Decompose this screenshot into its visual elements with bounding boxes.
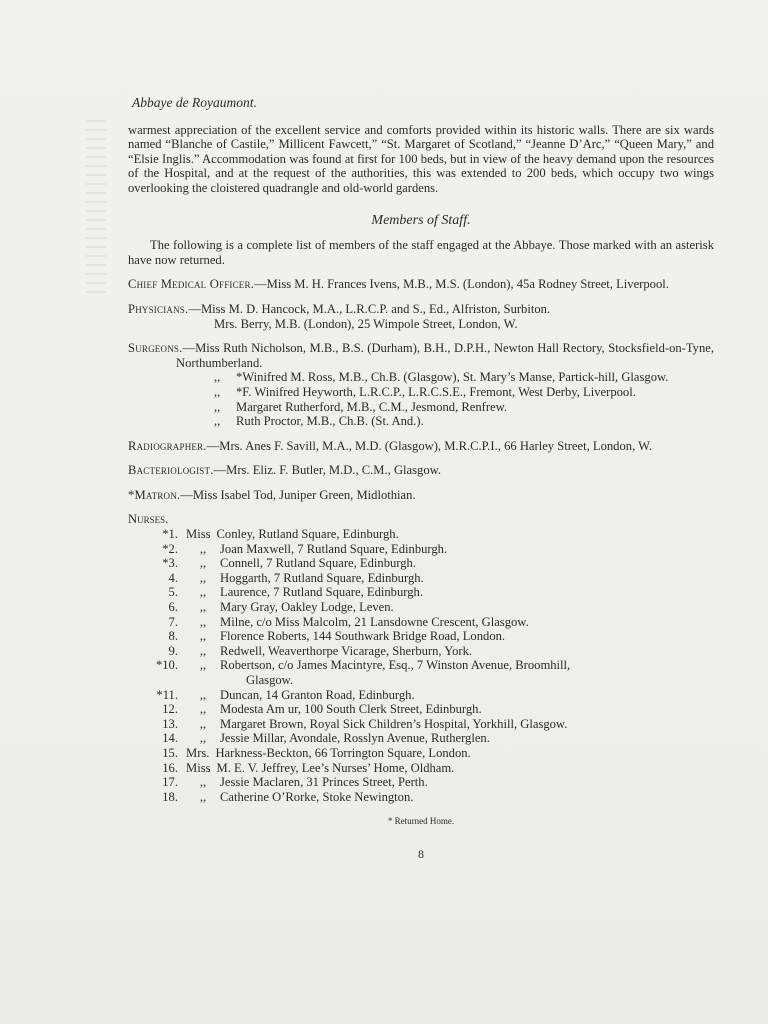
nurse-text (220, 556, 714, 571)
entry-text: —Miss Isabel Tod, Juniper Green, Midlothian. (180, 487, 416, 502)
nurse-text (220, 644, 714, 659)
nurse-address-continued: Glasgow. (246, 673, 294, 687)
nurse-text (220, 790, 714, 805)
nurse-number: 4. (168, 570, 178, 585)
nurse-text (220, 717, 714, 732)
nurse-number: *11. (156, 687, 178, 702)
entry-text: —Mrs. Anes F. Savill, M.A., M.D. (Glasgow), M.R.C.P.I., 66 Harley Street, London, W. (206, 438, 653, 453)
nurse-name-address: Modesta Am ur, 100 South Clerk Street, Edinburgh. (220, 702, 482, 717)
ditto-mark: ,, (199, 731, 207, 746)
nurse-list (128, 527, 714, 804)
nurse-number: 18. (162, 789, 178, 804)
nurse-title: Miss (186, 760, 211, 775)
nurse-text (220, 585, 714, 600)
nurses-heading: Nurses. (128, 512, 169, 527)
nurse-row (128, 688, 714, 703)
nurse-row (128, 658, 714, 687)
ditto-mark: ,, (199, 629, 207, 644)
ditto-mark: ,, (199, 541, 207, 556)
nurse-number: 9. (168, 643, 178, 658)
nurse-row (128, 790, 714, 805)
nurse-number: *3. (162, 556, 178, 571)
ditto-mark: ,, (199, 687, 207, 702)
nurse-name-address: Jessie Millar, Avondale, Rosslyn Avenue, Rutherglen. (220, 731, 490, 746)
nurse-text (220, 702, 714, 717)
entry-text: *F. Winifred Heyworth, L.R.C.P., L.R.C.S.E., Fremont, West Derby, Liverpool. (236, 384, 636, 399)
nurse-name-address: Harkness-Beckton, 66 Torrington Square, London. (215, 745, 471, 760)
nurse-row (128, 731, 714, 746)
running-head: Abbaye de Royaumont. (132, 95, 257, 110)
nurse-name-address: Laurence, 7 Rutland Square, Edinburgh. (220, 585, 423, 600)
nurse-row (128, 527, 714, 542)
nurse-number: *2. (162, 541, 178, 556)
role-label: Bacteriologist. (128, 463, 214, 478)
entry-text: —Mrs. Eliz. F. Butler, M.D., C.M., Glasgow. (213, 463, 442, 478)
nurse-text (220, 688, 714, 703)
nurse-number: 17. (162, 775, 178, 790)
nurse-text (220, 571, 714, 586)
nurse-number: 15. (162, 745, 178, 760)
ditto-mark: ,, (214, 399, 221, 414)
nurse-row (128, 600, 714, 615)
nurse-text (220, 600, 714, 615)
page-number: 8 (418, 846, 424, 861)
ditto-mark: ,, (199, 585, 207, 600)
nurse-text (217, 761, 715, 776)
nurse-number: 5. (168, 585, 178, 600)
surgeons-lead (128, 341, 714, 370)
entry-text: —Miss M. D. Hancock, M.A., L.R.C.P. and S., Ed., Alfriston, Surbiton. (188, 301, 551, 316)
nurse-number: 6. (168, 600, 178, 615)
nurse-row (128, 717, 714, 732)
role-label: Surgeons. (128, 341, 183, 356)
nurse-row (128, 761, 714, 776)
entry-text: —Miss M. H. Frances Ivens, M.B., M.S. (London), 45a Rodney Street, Liverpool. (254, 277, 669, 292)
surgeon-entry (128, 414, 714, 429)
nurse-row (128, 629, 714, 644)
nurse-row (128, 746, 714, 761)
nurse-text (217, 527, 715, 542)
ditto-mark: ,, (214, 414, 221, 429)
ditto-mark: ,, (199, 702, 207, 717)
ditto-mark: ,, (214, 384, 221, 399)
entry-text: Margaret Rutherford, M.B., C.M., Jesmond, Renfrew. (236, 399, 508, 414)
nurse-row (128, 775, 714, 790)
nurse-row (128, 615, 714, 630)
nurse-name-address: Redwell, Weaverthorpe Vicarage, Sherburn, York. (220, 643, 473, 658)
nurse-number: 13. (162, 716, 178, 731)
staff-entry-chief-medical-officer (128, 277, 714, 292)
nurse-name-address: Conley, Rutland Square, Edinburgh. (216, 527, 399, 542)
ditto-mark: ,, (199, 789, 207, 804)
physicians-continued: Mrs. Berry, M.B. (London), 25 Wimpole Street, London, W. (214, 316, 518, 331)
nurse-number: 7. (168, 614, 178, 629)
footnote: * Returned Home. (387, 816, 455, 827)
nurse-row (128, 542, 714, 557)
intro-paragraph: The following is a complete list of members of the staff engaged at the Abbaye. Those marked with an asterisk have now returned. (128, 238, 714, 267)
nurse-name-address: M. E. V. Jeffrey, Lee’s Nurses’ Home, Oldham. (216, 760, 455, 775)
nurse-name-address: Florence Roberts, 144 Southwark Bridge Road, London. (220, 629, 506, 644)
ditto-mark: ,, (199, 716, 207, 731)
nurse-number: 8. (168, 629, 178, 644)
nurse-name-address: Hoggarth, 7 Rutland Square, Edinburgh. (220, 570, 424, 585)
entry-text: *Winifred M. Ross, M.B., Ch.B. (Glasgow), St. Mary’s Manse, Partick-hill, Glasgow. (236, 370, 669, 385)
nurse-text (220, 629, 714, 644)
ditto-mark: ,, (199, 643, 207, 658)
nurse-text (220, 542, 714, 557)
nurse-number: 12. (162, 702, 178, 717)
role-label: *Matron. (128, 487, 181, 502)
nurse-name-address: Margaret Brown, Royal Sick Children’s Hospital, Yorkhill, Glasgow. (220, 716, 568, 731)
nurse-row (128, 585, 714, 600)
page-content (128, 96, 714, 862)
staff-entry-physicians (128, 302, 714, 317)
ditto-mark: ,, (199, 614, 207, 629)
nurse-number: 14. (162, 731, 178, 746)
nurse-name-address: Joan Maxwell, 7 Rutland Square, Edinburgh. (220, 541, 448, 556)
nurse-row (128, 644, 714, 659)
nurse-number: *10. (155, 658, 178, 673)
opening-paragraph: warmest appreciation of the excellent service and comforts provided within its historic walls. There are six wards named “Blanche of Castile,” Millicent Fawcett,” “St. Margaret of Scotland,” “Jeanne D’Arc,” “Queen Mary,” and “Elsie Inglis.” Accommodation was found at first for 100 beds, but in view of the heavy demand upon the resources of the Hospital, and at the request of the authorities, this was extended to 200 beds, which occupy two wings overlooking the cloistered quadrangle and old-world gardens. (128, 122, 714, 195)
nurse-text (220, 731, 714, 746)
section-title: Members of Staff. (371, 212, 471, 228)
staff-entry-bacteriologist (128, 463, 714, 478)
role-label: Physicians. (128, 301, 189, 316)
ditto-mark: ,, (199, 556, 207, 571)
nurse-row (128, 702, 714, 717)
nurse-name-address: Catherine O’Rorke, Stoke Newington. (220, 789, 414, 804)
staff-entry-radiographer (128, 439, 714, 454)
nurse-text (220, 615, 714, 630)
nurse-title: Mrs. (186, 745, 210, 760)
nurse-text (220, 658, 714, 687)
ditto-mark: ,, (199, 570, 207, 585)
entry-text: —Miss Ruth Nicholson, M.B., B.S. (Durham), B.H., D.P.H., Newton Hall Rectory, Stocksfield-on-Tyne, Northumberland. (176, 341, 714, 370)
ditto-mark: ,, (199, 600, 207, 615)
staff-entry-surgeons (128, 341, 714, 429)
nurse-name-address: Jessie Maclaren, 31 Princes Street, Perth. (220, 775, 428, 790)
surgeon-entry (128, 400, 714, 415)
role-label: Radiographer. (128, 438, 207, 453)
nurse-text (215, 746, 714, 761)
nurse-name-address: Robertson, c/o James Macintyre, Esq., 7 Winston Avenue, Broomhill, (220, 658, 571, 673)
staff-entry-matron (128, 488, 714, 503)
ditto-mark: ,, (199, 658, 207, 673)
nurse-title: Miss (186, 527, 211, 542)
nurse-row (128, 556, 714, 571)
nurse-number: *1. (162, 527, 178, 542)
ditto-mark: ,, (199, 775, 207, 790)
nurse-name-address: Connell, 7 Rutland Square, Edinburgh. (220, 556, 417, 571)
nurse-number: 16. (162, 760, 178, 775)
surgeon-entry (128, 370, 714, 385)
nurse-row (128, 571, 714, 586)
entry-text: Ruth Proctor, M.B., Ch.B. (St. And.). (236, 414, 424, 429)
ditto-mark: ,, (214, 370, 221, 385)
nurse-text (220, 775, 714, 790)
nurse-name-address: Mary Gray, Oakley Lodge, Leven. (220, 600, 394, 615)
surgeon-entry (128, 385, 714, 400)
nurse-name-address: Milne, c/o Miss Malcolm, 21 Lansdowne Crescent, Glasgow. (220, 614, 529, 629)
nurse-name-address: Duncan, 14 Granton Road, Edinburgh. (220, 687, 415, 702)
margin-damage (86, 120, 106, 300)
role-label: Chief Medical Officer. (128, 277, 255, 292)
